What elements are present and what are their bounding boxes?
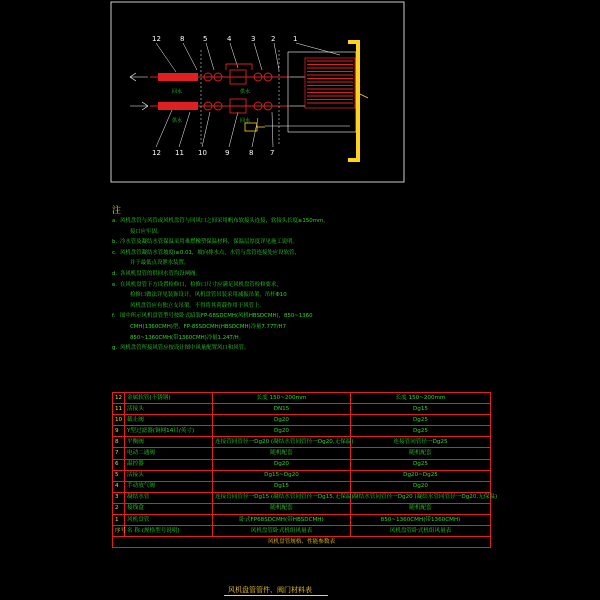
label-bottom-7: 7: [270, 149, 275, 157]
table-row: [113, 470, 491, 481]
table-row: [113, 415, 491, 426]
cell-no: 3: [113, 492, 125, 503]
cell-no: 1: [113, 515, 125, 526]
cell-name: 活接头: [125, 404, 213, 415]
cell-name: 平衡阀: [125, 437, 213, 448]
cell-name: 凝结水管: [125, 492, 213, 503]
note-line: [112, 258, 412, 269]
top-item-labels: [152, 35, 297, 43]
cell-right: Dg25: [351, 459, 491, 470]
cell-right: Dg15: [351, 404, 491, 415]
note-line: [112, 301, 412, 312]
note-text: 风机盘管与风管或风机盘管与回风口之间采用帆布软接头连接，软接头长度≥150mm，: [120, 218, 329, 224]
flow-arrows: [130, 73, 148, 110]
label-bottom-10: 10: [198, 149, 207, 157]
table-row: [113, 437, 491, 448]
note-number: b.: [112, 239, 118, 246]
cell-name: 接线盒: [125, 503, 213, 514]
note-number: c.: [112, 249, 117, 256]
label-top-3: 3: [251, 35, 256, 43]
cell-name: 活接头: [125, 470, 213, 481]
table-row: [113, 459, 491, 470]
note-line: [112, 227, 412, 238]
notes-title: 注: [112, 206, 122, 216]
table-row: [113, 426, 491, 437]
table-row: [113, 526, 491, 537]
svg-text:供水: 供水: [172, 118, 183, 124]
note-text: 并于最低点设泄水装置。: [130, 260, 190, 267]
note-text: CMH(1360CMH)型，FP-85SDCMH(HBSDCMH)冷量7.77T/H7: [130, 323, 287, 330]
note-line: [112, 322, 412, 333]
cell-right: Dg20: [351, 481, 491, 492]
cell-no: 10: [113, 415, 125, 426]
cell-left: Dg15~Dg20: [213, 470, 351, 481]
note-text: 图中所示风机盘管型号按卧式暗装FP-68SDCMH(风机HBSDCMH)，850~1360: [120, 313, 313, 320]
note-line: [112, 237, 412, 248]
cell-right: 连接管同管径一Dg25: [351, 437, 491, 448]
cell-right: 风机盘管卧式机组风量表: [351, 526, 491, 537]
cell-left: Dg20: [213, 459, 351, 470]
note-line: [112, 216, 412, 227]
cell-right: 随机配套: [351, 448, 491, 459]
cell-no: 9: [113, 426, 125, 437]
caption-underline: [224, 595, 328, 596]
table-row: [113, 492, 491, 503]
cell-right: 长度 150~200mm: [351, 393, 491, 404]
cell-left: 随机配套: [213, 503, 351, 514]
cell-name: 电动二通阀: [125, 448, 213, 459]
cell-right: 850~1360CMH(带1360CMH): [351, 515, 491, 526]
note-text: 接口应牢固。: [130, 228, 163, 235]
cell-name: Y型过滤器(铜网14目/英寸): [125, 426, 213, 437]
wall-bar: [356, 40, 360, 162]
cell-left: 长度 150~200mm: [213, 393, 351, 404]
cell-no: 序号: [113, 526, 125, 537]
cell-no: 5: [113, 470, 125, 481]
label-top-5: 5: [203, 35, 208, 43]
cell-left: 卧式FP68SDCMH(带HBSDCMH): [213, 515, 351, 526]
cell-name: 截止阀: [125, 415, 213, 426]
cell-no: 2: [113, 503, 125, 514]
cell-no: 6: [113, 459, 125, 470]
note-line: [112, 248, 412, 259]
cell-name: 金属软管(不锈钢): [125, 393, 213, 404]
svg-text:回水: 回水: [240, 118, 251, 124]
note-number: e.: [112, 281, 118, 288]
drawing-caption: 风机盘管管件、阀门材料表: [228, 586, 312, 594]
label-top-12: 12: [152, 35, 161, 43]
svg-text:回水: 回水: [172, 89, 183, 95]
cell-left: 连接管同管径一Dg15 (凝结水管同管径一Dg15,无保温): [213, 492, 351, 503]
note-line: [112, 280, 412, 291]
materials-table: [112, 392, 498, 548]
note-number: f.: [112, 313, 116, 320]
note-text: 各风机盘管的供回水管均设闸阀。: [120, 270, 201, 277]
cell-right: Dg20~Dg25: [351, 470, 491, 481]
notes-list: [112, 216, 412, 354]
supply-arrow-icon: [130, 102, 148, 110]
table-row: [113, 448, 491, 459]
cell-left: Dg20: [213, 415, 351, 426]
note-text: 冷水管及凝结水管保温采用难燃橡塑保温材料，保温层厚度详见施工说明。: [120, 239, 298, 246]
cell-right: Dg25: [351, 415, 491, 426]
label-bottom-9: 9: [225, 149, 230, 157]
cell-no: 4: [113, 481, 125, 492]
cell-left: Dg20: [213, 426, 351, 437]
cell-no: 8: [113, 437, 125, 448]
note-text: 风机盘管凝结水管坡度i≥0.01，坡向排水点，水管与盘管连接处应设软管，: [120, 249, 300, 256]
cell-name: 温控器: [125, 459, 213, 470]
table-row: [113, 404, 491, 415]
return-arrow-icon: [130, 73, 148, 81]
drain-line: [245, 123, 350, 131]
table-footer: 风机盘管规格、性能参数表: [113, 537, 491, 548]
label-top-1: 1: [293, 35, 298, 43]
note-text: 在风机盘管下方设置检修口，检修口尺寸应满足风机盘管检修要求，: [120, 281, 282, 288]
drain-box: [245, 123, 257, 131]
cell-no: 7: [113, 448, 125, 459]
label-top-4: 4: [227, 35, 232, 43]
cell-left: 连接管同管径一Dg20 (凝结水管同管径一Dg20,无保温): [213, 437, 351, 448]
cell-right: Dg25: [351, 426, 491, 437]
cell-no: 12: [113, 393, 125, 404]
fan-coil-unit: [288, 40, 368, 162]
table-row: [113, 393, 491, 404]
note-text: 风机盘管应有独立支吊架，不得将其荷载作用于风管上。: [130, 302, 265, 309]
coil-block: [305, 58, 355, 108]
cell-left: 随机配套: [213, 448, 351, 459]
cell-left: Dg15: [213, 481, 351, 492]
cell-name: 手动放气阀: [125, 481, 213, 492]
note-number: a.: [112, 218, 118, 224]
note-line: [112, 269, 412, 280]
note-line: [112, 311, 412, 322]
table-row: [113, 515, 491, 526]
cell-right: 凝结水管同管径一Dg20 (凝结水管同管径一Dg20,无保温): [351, 492, 491, 503]
note-line: [112, 290, 412, 301]
svg-text:供水: 供水: [240, 89, 251, 95]
note-number: d.: [112, 270, 118, 277]
table-row: [113, 481, 491, 492]
label-bottom-8: 8: [249, 149, 254, 157]
note-line: [112, 343, 412, 354]
cell-left: DN15: [213, 404, 351, 415]
label-top-2: 2: [271, 35, 276, 43]
cell-name: 风机盘管: [125, 515, 213, 526]
table-footer-row: [113, 537, 491, 548]
cell-left: 风机盘管卧式机组风量表: [213, 526, 351, 537]
label-bottom-11: 11: [175, 149, 184, 157]
label-top-8: 8: [180, 35, 185, 43]
label-bottom-12: 12: [152, 149, 161, 157]
hose-upper: [158, 73, 198, 81]
cell-no: 11: [113, 404, 125, 415]
note-line: [112, 333, 412, 344]
note-number: g.: [112, 345, 118, 352]
table-row: [113, 503, 491, 514]
cell-right: 随机配套: [351, 503, 491, 514]
bottom-item-labels: [152, 149, 274, 157]
hose-lower: [158, 102, 198, 110]
note-text: 检修口做法详见装饰设计，风机盘管吊装采用减振吊架，吊杆Φ10: [130, 292, 287, 299]
note-text: 850~1360CMH(带1360CMH)冷量1.24T/H。: [130, 334, 245, 341]
cell-name: 名 称 (规格型号说明): [125, 526, 213, 537]
note-text: 风机盘管所接风管应按设计图中风量配置风口和风管。: [120, 345, 250, 352]
